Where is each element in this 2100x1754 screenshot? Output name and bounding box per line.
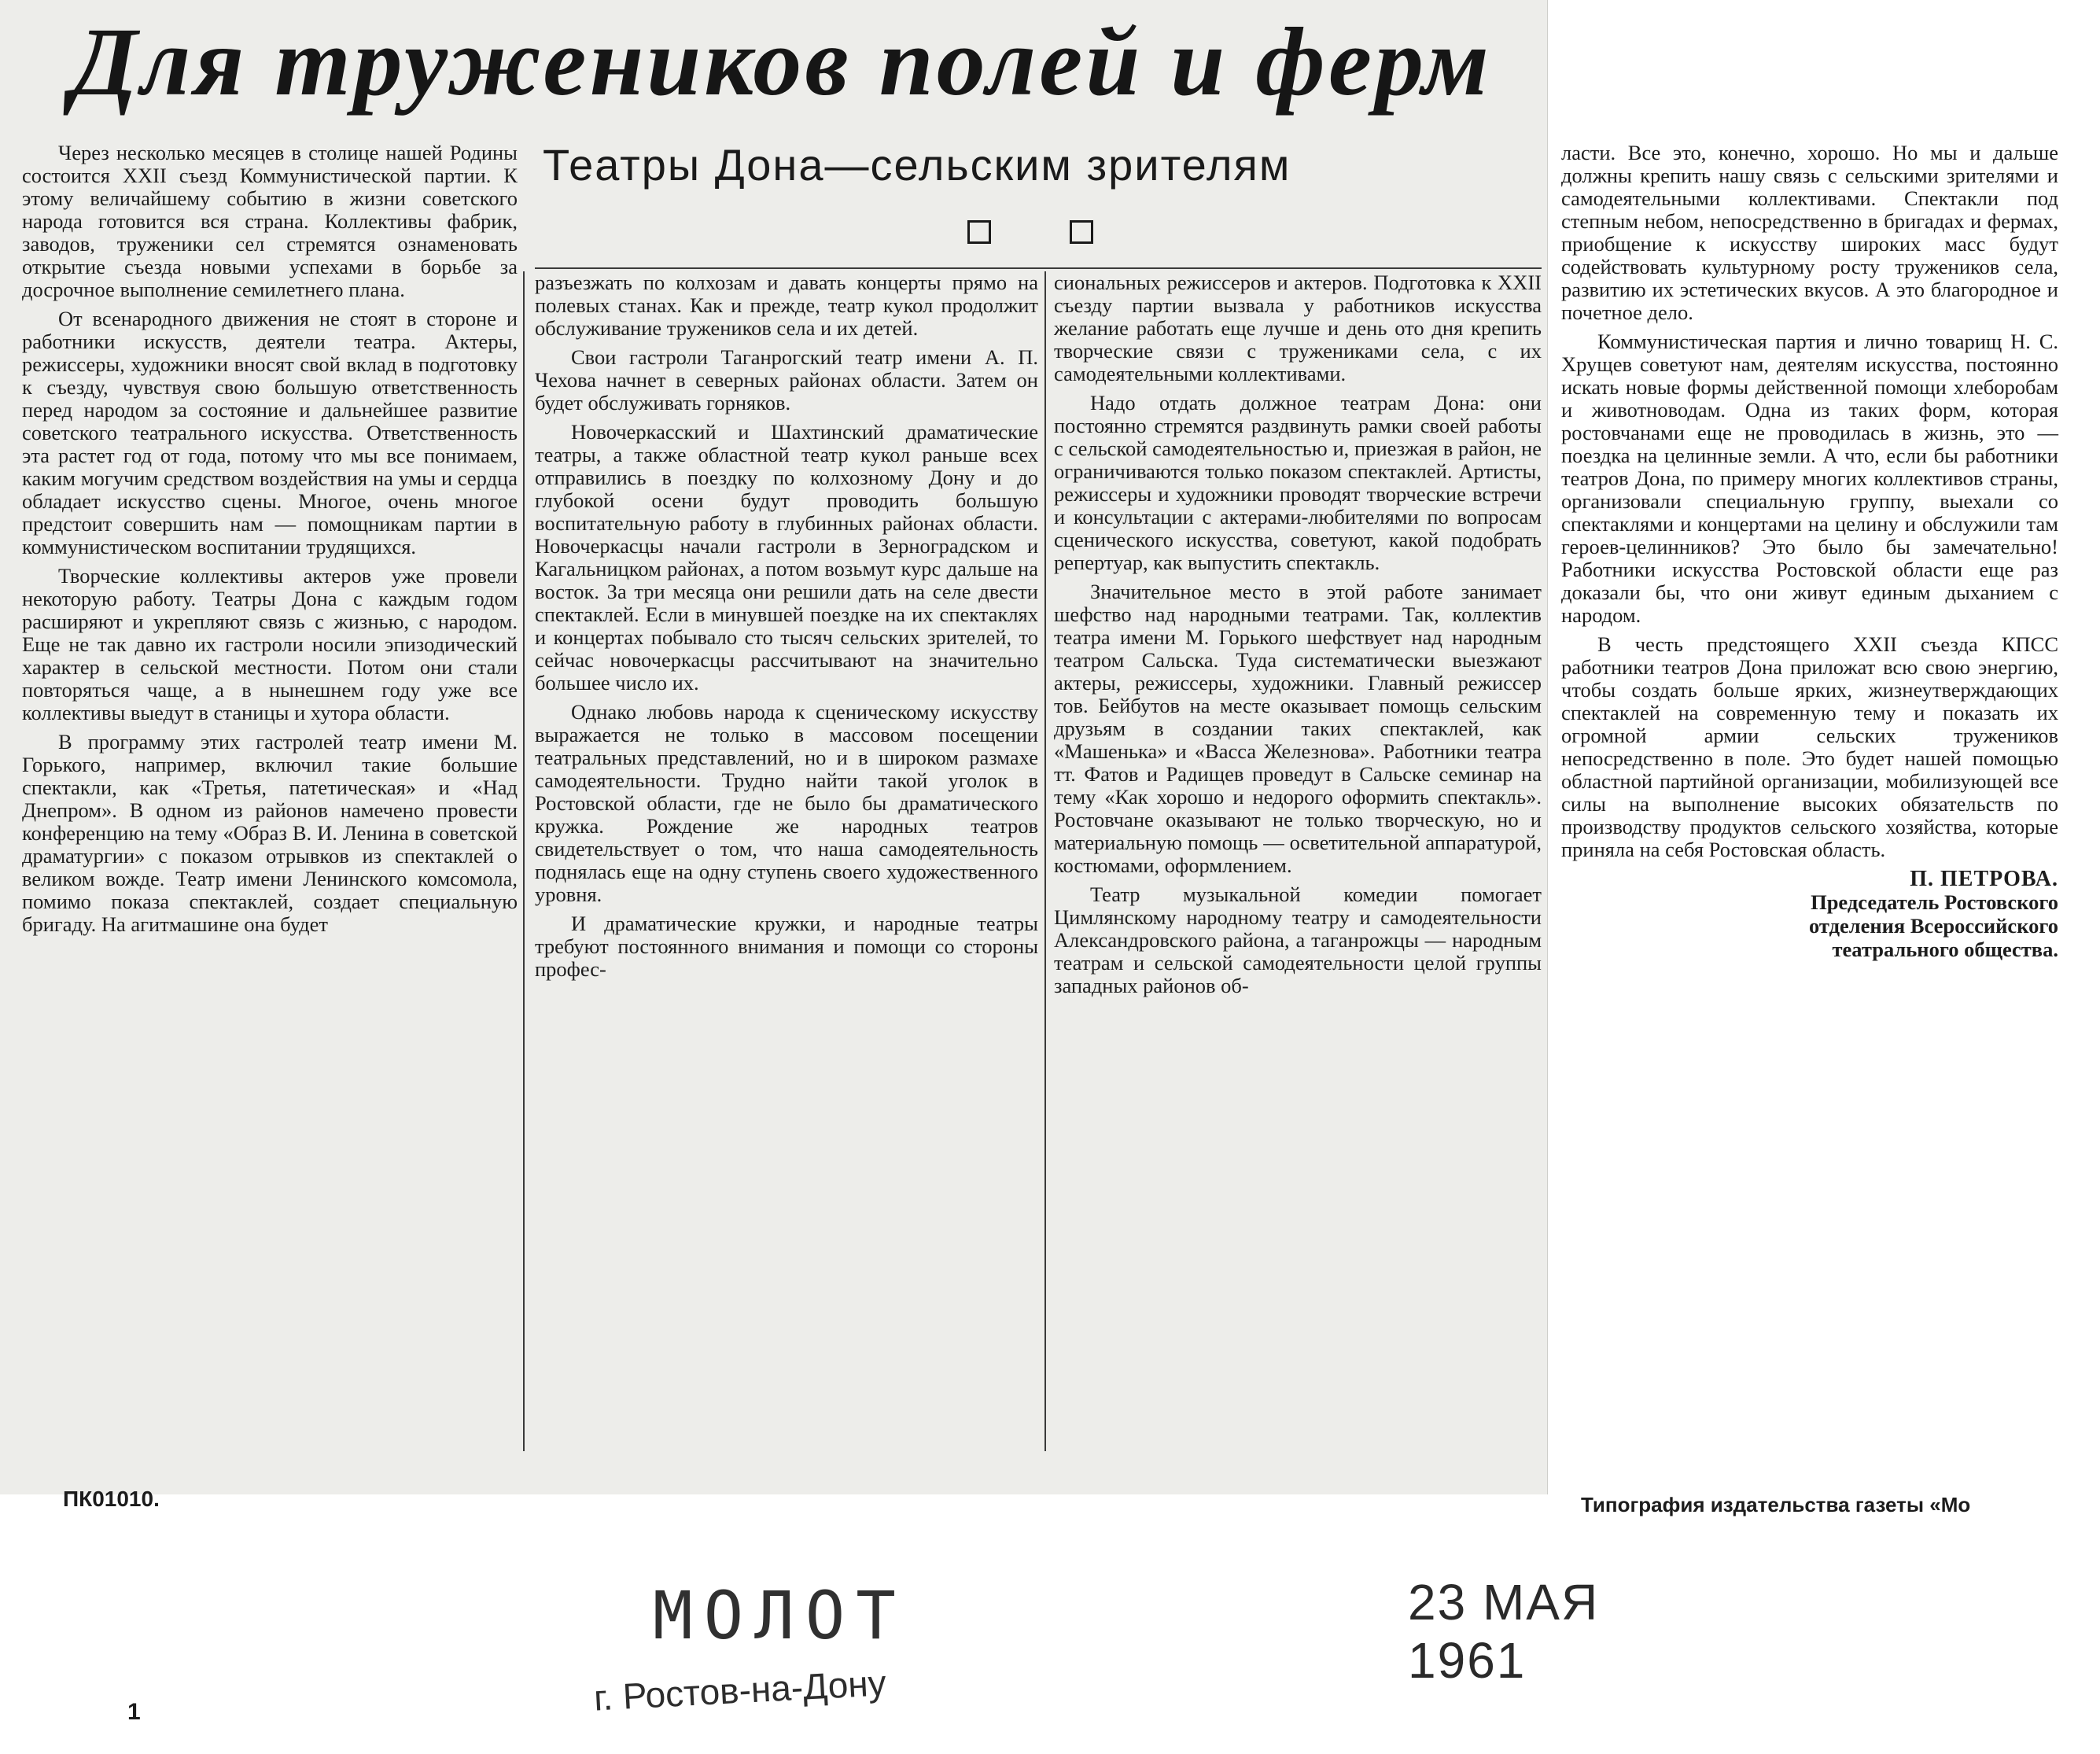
author-title: отделения Всероссийского <box>1809 914 2058 938</box>
paragraph: Новочеркасский и Шахтинский драматические театры, а также областной театр кукол раньше всех отправились в поездку по колхозному Дону и до глубокой осени будут проводить большую воспитательную работу в глубинных районах области. Новочеркасцы начали гастроли в Зерноградском и Кагальницком районах, а потом возьмут курс дальше на восток. За три месяца они решили дать на селе двести спектаклей. Если в минувшей поездке на их спектаклях и концертах побывало сто тысяч сельских зрителей, то сейчас новочеркасцы рассчитывают на значительно большее число их. <box>535 420 1038 695</box>
newspaper-stamp: МОЛОТ <box>653 1577 907 1654</box>
paragraph: И драматические кружки, и народные театры требуют постоянного внимания и помощи со стороны профес- <box>535 912 1038 981</box>
ornament-squares <box>967 220 1125 245</box>
subhead-rule <box>535 267 1542 269</box>
paragraph: В программу этих гастролей театр имени М. Горького, например, включил такие большие спектакли, как «Третья, патетическая» и «Над Днепром». В одном из районов намечено провести конференцию на тему «Образ В. И. Ленина в советской драматургии» с показом отрывков из спектаклей о великом вожде. Театр имени Ленинского комсомола, помимо показа спектаклей, создает специальную бригаду. На агитмашине она будет <box>22 730 518 936</box>
paragraph: В честь предстоящего XXII съезда КПСС работники театров Дона приложат всю свою энергию, чтобы создать больше ярких, жизнеутверждающих спектаклей на современную тему и показать их огромной армии сельских тружеников непосредственно в поле. Это будет нашей помощью областной партийной организации, мобилизующей все силы на выполнение высоких обязательств по производству продуктов сельского хозяйства, которые приняла на себя Ростовская область. <box>1561 632 2058 861</box>
article-column-2 <box>535 271 1038 1451</box>
date-stamp: 23 МАЯ 1961 <box>1408 1574 1600 1689</box>
paragraph: разъезжать по колхозам и давать концерты прямо на полевых станах. Как и прежде, театр кукол продолжит обслуживание тружеников села и их детей. <box>535 271 1038 340</box>
column-rule <box>523 271 525 1451</box>
paragraph: Однако любовь народа к сценическому искусству выражается не только в массовом посещении театральных представлений, но и в широком размахе самодеятельности. Трудно найти такой уголок в Ростовской области, где не было бы драматического кружка. Рождение же народных театров свидетельствует о том, что наша самодеятельность поднялась еще на одну ступень своего художественного уровня. <box>535 700 1038 906</box>
article-column-3 <box>1054 271 1542 1451</box>
square-ornament <box>1070 220 1093 244</box>
author-name: П. ПЕТРОВА. <box>1910 867 2058 891</box>
paragraph: ласти. Все это, конечно, хорошо. Но мы и дальше должны крепить нашу связь с сельскими зрителями и самодеятельными коллективами. Спектакли под степным небом, непосредственно в бригадах и фермах, приобщение к искусству широких масс будут содействовать культурному росту тружеников села, развитию их эстетических вкусов. А это благородное и почетное дело. <box>1561 141 2058 324</box>
author-signature <box>1561 868 2058 961</box>
printer-imprint: Типография издательства газеты «Мо <box>1581 1493 1971 1516</box>
paragraph: Надо отдать должное театрам Дона: они постоянно стремятся раздвинуть рамки своей работы с сельской самодеятельностью и, приезжая в район, не ограничиваются только показом спектаклей. Артисты, режиссеры и художники проводят творческие встречи и консультации с актерами-любителями по вопросам сценического искусства, советуют, какой подобрать репертуар, как выпустить спектакль. <box>1054 391 1542 574</box>
print-code: ПК01010. <box>63 1487 160 1511</box>
paragraph: Через несколько месяцев в столице нашей Родины состоится XXII съезд Коммунистической партии. К этому величайшему событию в жизни советского народа готовится вся страна. Коллективы фабрик, заводов, труженики сел стремятся ознаменовать открытие съезда новыми успехами в борьбе за досрочное выполнение семилетнего плана. <box>22 141 518 301</box>
author-title: театрального общества. <box>1832 938 2058 961</box>
headline: Для тружеников полей и ферм <box>71 8 1492 116</box>
paragraph: Свои гастроли Таганрогский театр имени А. П. Чехова начнет в северных районах области. Затем он будет обслуживать горняков. <box>535 345 1038 415</box>
city-stamp: г. Ростов-на-Дону <box>592 1662 887 1719</box>
paragraph: Коммунистическая партия и лично товарищ Н. С. Хрущев советуют нам, деятелям искусства, постоянно искать новые формы действенной помощи хлеборобам и животноводам. Одна из таких форм, которая ростовчанами еще не проводилась в жизнь, это — поездка на целинные земли. А что, если бы работники театров Дона, по примеру многих коллективов страны, организовали специальную группу, выехали со спектаклями и концертами на целину и обслужили там героев-целинников? Это было бы замечательно! Работники искусства Ростовской области еще раз доказали бы, что они живут единым дыханием с народом. <box>1561 330 2058 627</box>
paragraph: сиональных режиссеров и актеров. Подготовка к XXII съезду партии вызвала у работников искусства желание работать еще лучше и день ото дня крепить творческие связи с тружениками села, с их самодеятельными коллективами. <box>1054 271 1542 385</box>
paragraph: Театр музыкальной комедии помогает Цимлянскому народному театру и самодеятельности Александровского района, а таганрожцы — народным театрам и сельской самодеятельности целой группы западных районов об- <box>1054 883 1542 997</box>
article-column-1 <box>22 142 518 1451</box>
subheadline: Театры Дона—сельским зрителям <box>543 140 1291 190</box>
column-rule <box>1044 271 1046 1451</box>
article-column-4 <box>1561 142 2058 1479</box>
author-title: Председатель Ростовского <box>1811 890 2058 914</box>
paragraph: От всенародного движения не стоят в стороне и работники искусств, деятели театра. Актеры, режиссеры, художники вносят свой вклад в подготовку к съезду, чувствуя свою большую ответственность перед народом за состояние и дальнейшее развитие советского театрального искусства. Ответственность эта растет год от года, потому что мы все понимаем, каким могучим средством воздействия на умы и сердца обладает искусство сцены. Многое, очень многое предстоит совершить нам — помощникам партии в коммунистическом воспитании трудящихся. <box>22 307 518 558</box>
paragraph: Значительное место в этой работе занимает шефство над народными театрами. Так, коллектив театра имени М. Горького шефствует над народным театром Сальска. Туда систематически выезжают актеры, режиссеры, художники. Главный режиссер тов. Бейбутов на месте оказывает помощь сельским друзьям в создании таких спектаклей, как «Машенька» и «Васса Железнова». Работники театра тт. Фатов и Радищев проведут в Сальске семинар на тему «Как хорошо и недорого оформить спектакль». Ростовчане оказывают не только творческую, но и материальную помощь — осветительной аппаратурой, костюмами, оформлением. <box>1054 580 1542 877</box>
page-number: 1 <box>127 1699 141 1725</box>
square-ornament <box>967 220 991 244</box>
paragraph: Творческие коллективы актеров уже провели некоторую работу. Театры Дона с каждым годом расширяют и укрепляют связь с жизнью, с народом. Еще не так давно их гастроли носили эпизодический характер в сельской местности. Потом они стали повторяться чаще, а в нынешнем году уже все коллективы выедут в станицы и хутора области. <box>22 564 518 724</box>
